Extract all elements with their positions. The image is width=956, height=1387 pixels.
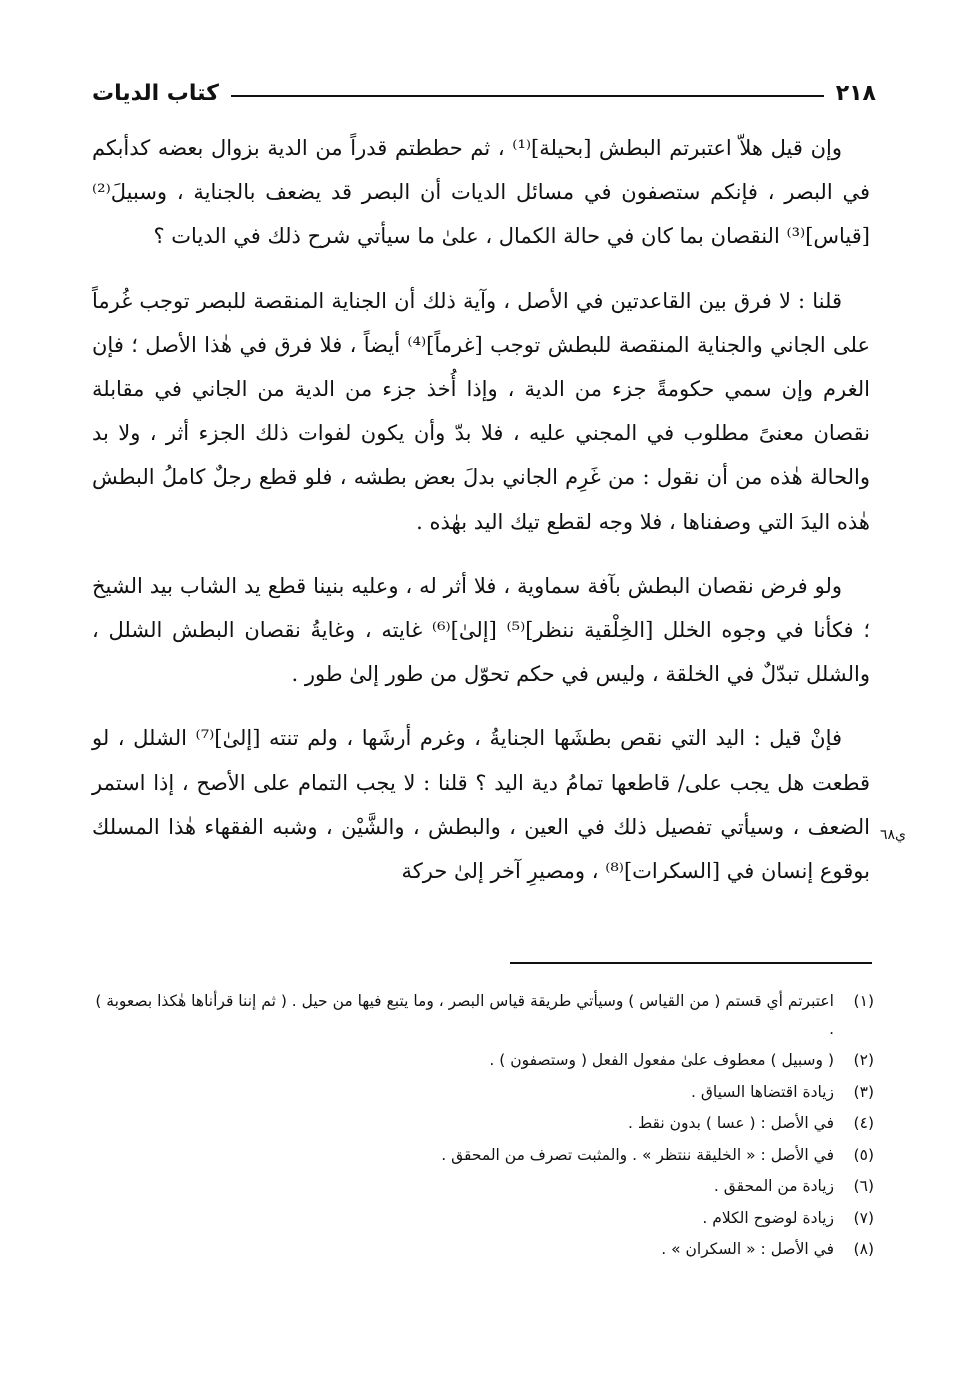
- footnote-3: [92, 1079, 874, 1107]
- footnote-text: في الأصل : ( عسا ) بدون نقط .: [627, 1114, 834, 1132]
- footnote-1: [92, 988, 874, 1043]
- footnote-separator: [510, 962, 872, 964]
- main-text: [92, 126, 870, 893]
- footnote-number: (٦): [853, 1177, 874, 1195]
- page-number: ٢١٨: [835, 80, 876, 106]
- footnote-text: زيادة من المحقق .: [713, 1177, 834, 1195]
- footnote-number: (٥): [853, 1145, 874, 1164]
- footnote-text: زيادة اقتضاها السياق .: [691, 1082, 834, 1101]
- footnote-5: [92, 1142, 874, 1170]
- footnote-text: في الأصل : « الخليقة ننتظر » . والمثبت تصرف من المحقق .: [441, 1145, 834, 1164]
- footnote-number: (٨): [853, 1240, 874, 1258]
- footnote-8: [92, 1236, 874, 1264]
- footnote-number: (٢): [853, 1051, 874, 1069]
- footnote-text: اعتبرتم أي قستم ( من القياس ) وسيأتي طريقة قياس البصر ، وما يتبع فيها من حيل . ( ثم إننا قرأناها هٰكذا بصعوبة ) .: [95, 992, 834, 1038]
- footnote-number: (٣): [853, 1082, 874, 1101]
- footnote-6: [92, 1173, 874, 1201]
- footnote-4: [92, 1110, 874, 1138]
- book-title: كتاب الديات: [92, 80, 219, 106]
- paragraph-4: فإنْ قيل : اليد التي نقص بطشَها الجنايةُ ، وغرم أرشَها ، ولم تنته [إلىٰ]⁽⁷⁾ الشلل ، لو قطعت هل يجب على/ قاطعها تمامُ دية اليد ؟ قلنا : لا يجب التمام على الأصح ، إذا استمر الضعف ، وسيأتي تفصيل ذلك في العين ، والبطش ، والشَّيْن ، وشبه الفقهاء هٰذا المسلك بوقوع إنسان في [السكرات]⁽⁸⁾ ، ومصيرِ آخر إلىٰ حركة: [92, 726, 870, 884]
- footnote-7: [92, 1205, 874, 1233]
- footnote-text: في الأصل : « السكران » .: [661, 1240, 834, 1258]
- paragraph-1: وإن قيل هلاّ اعتبرتم البطش [بحيلة]⁽¹⁾ ، ثم حططتم قدراً من الدية بزوال بعضه كدأبكم في البصر ، فإنكم ستصفون في مسائل الديات أن البصر قد يضعف بالجناية ، وسبيلَ⁽²⁾ [قياس]⁽³⁾ النقصان بما كان في حالة الكمال ، علىٰ ما سيأتي شرح ذلك في الديات ؟: [92, 136, 870, 249]
- paragraph-3: ولو فرض نقصان البطش بآفة سماوية ، فلا أثر له ، وعليه بنينا قطع يد الشاب بيد الشيخ ؛ فكأنا في وجوه الخلل [الخِلْقية ننظر]⁽⁵⁾ [إلىٰ]⁽⁶⁾ غايته ، وغايةُ نقصان البطش الشلل ، والشلل تبدّلٌ في الخلقة ، وليس في حكم تحوّل من طور إلىٰ طور .: [92, 573, 870, 687]
- footnote-number: (٧): [853, 1208, 874, 1227]
- footnote-2: [92, 1047, 874, 1075]
- footnote-number: (٤): [853, 1114, 874, 1132]
- manuscript-folio-note: ي٦٨: [880, 827, 907, 843]
- footnotes: [92, 988, 874, 1268]
- footnote-text: ( وسبيل ) معطوف علىٰ مفعول الفعل ( وستصفون ) .: [489, 1051, 834, 1069]
- footnote-text: زيادة لوضوح الكلام .: [702, 1208, 834, 1227]
- footnote-number: (١): [853, 992, 874, 1010]
- running-header: [92, 76, 876, 110]
- header-rule: [231, 95, 824, 97]
- paragraph-2: قلنا : لا فرق بين القاعدتين في الأصل ، وآية ذلك أن الجناية المنقصة للبصر توجب غُرماً على الجاني والجناية المنقصة للبطش توجب [غرماً]⁽⁴⁾ أيضاً ، فلا فرق في هٰذا الأصل ؛ فإن الغرم وإن سمي حكومةً جزء من الدية ، وإذا أُخذ جزء من الدية من الجاني في مقابلة نقصان معنىً مطلوب في المجني عليه ، فلا بدّ وأن يكون لفوات ذلك الجزء أثر ، ولا بد والحالة هٰذه من أن نقول : من غَرِم الجاني بدلَ بعض بطشه ، فلو قطع رجلٌ كاملُ البطش هٰذه اليدَ التي وصفناها ، فلا وجه لقطع تيك اليد بهٰذه .: [92, 288, 871, 534]
